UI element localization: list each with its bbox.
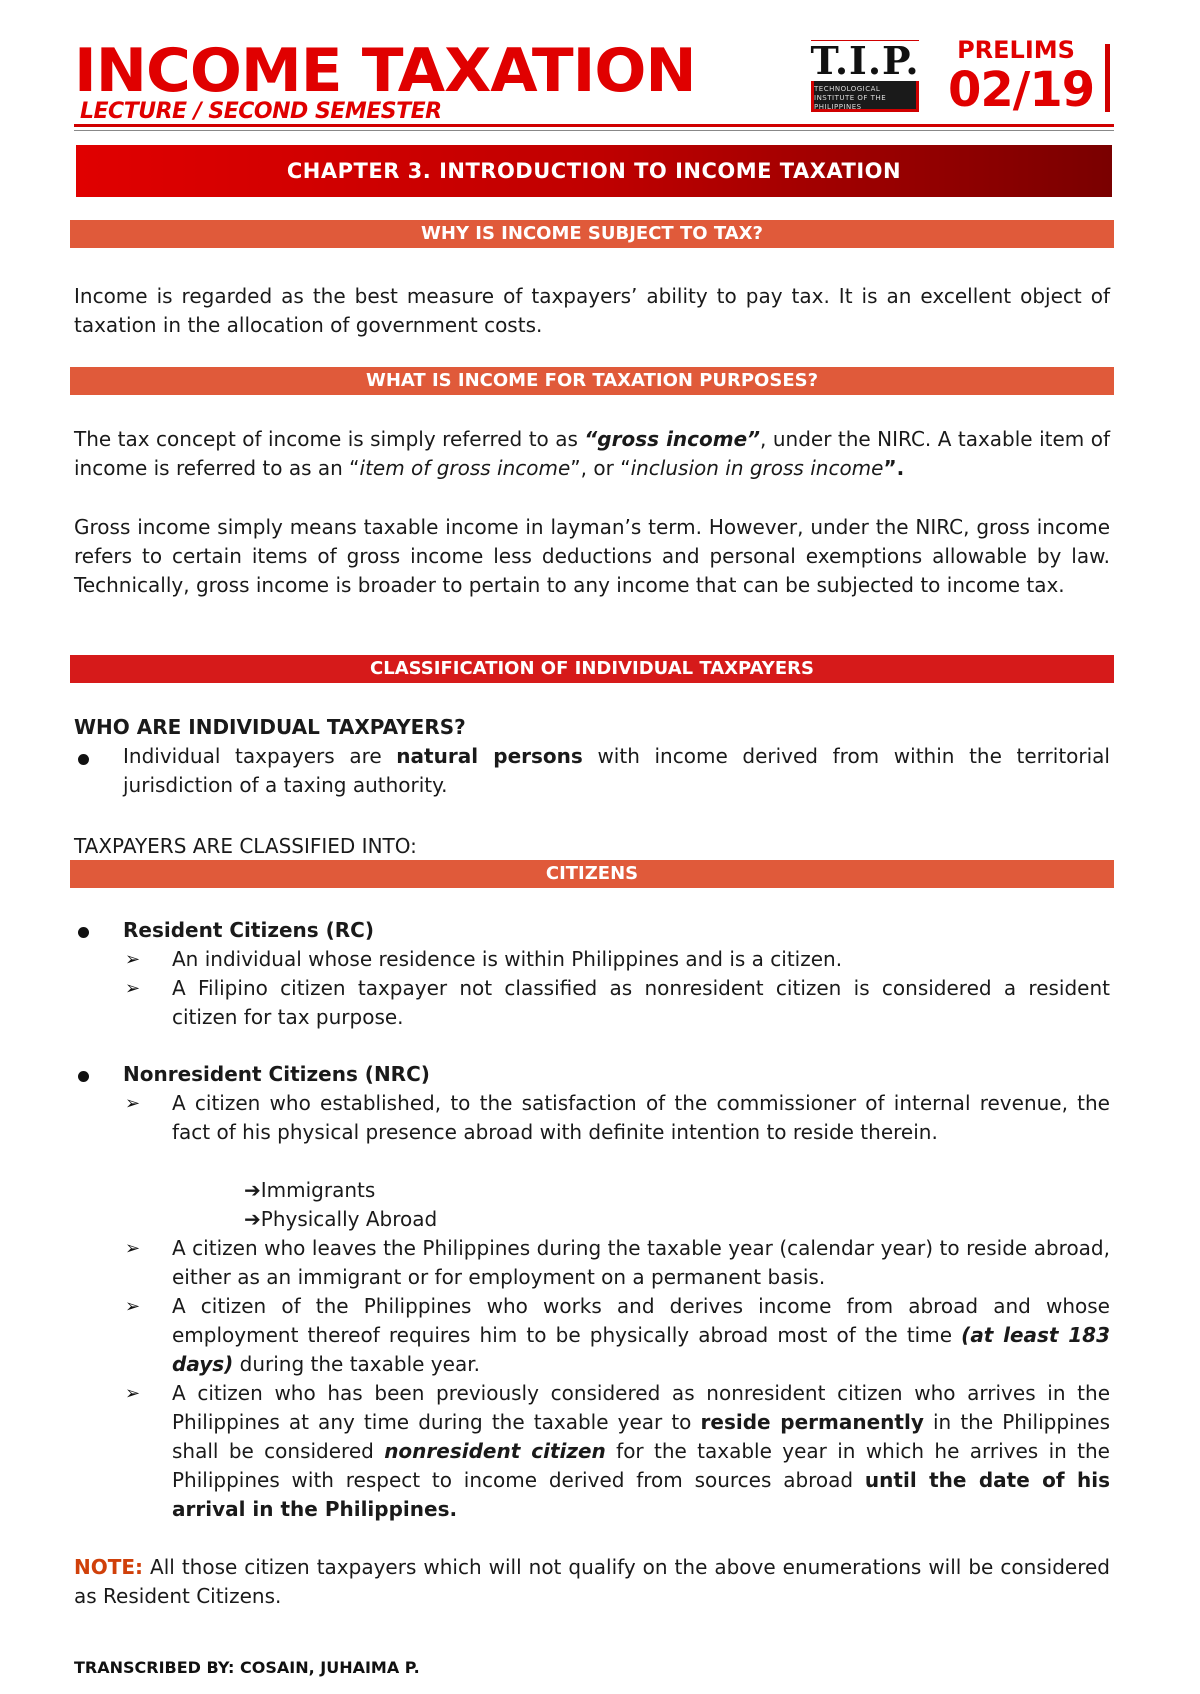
arrow-bullet-icon: ➢ — [125, 1296, 141, 1317]
nrc-item-1: A citizen who established, to the satisfaction of the commissioner of internal revenue, the fact of his physical presence abroad with definite intention to reside therein. — [172, 1091, 1110, 1144]
text-run-183-days: (at least 183 days) — [172, 1323, 1110, 1376]
arrow-bullet-icon: ➢ — [125, 1238, 141, 1259]
rc-title: Resident Citizens (RC) — [123, 918, 374, 942]
note-paragraph — [74, 1553, 1110, 1611]
text-run: ”. — [883, 456, 905, 480]
header-vertical-rule — [1105, 44, 1110, 112]
nrc-item-2: A citizen who leaves the Philippines during the taxable year (calendar year) to reside abroad, either as an immigrant or for employment on a permanent basis. — [172, 1236, 1110, 1289]
text-run: during the taxable year. — [233, 1352, 480, 1376]
text-run-natural-persons: natural persons — [396, 744, 583, 768]
document-subtitle: LECTURE / SECOND SEMESTER — [80, 99, 442, 124]
nrc-sub-physically-abroad: ➔Physically Abroad — [244, 1207, 438, 1231]
text-run: A citizen who has been previously considered as nonresident citizen who arrives in the Philippines at any time during the taxable year to — [172, 1381, 1110, 1434]
nrc-sub-immigrants: ➔Immigrants — [244, 1178, 376, 1202]
arrow-bullet-icon: ➢ — [125, 1093, 141, 1114]
text-run-until-arrival: until the date of his arrival in the Philippines. — [172, 1468, 1111, 1521]
footer-transcriber: TRANSCRIBED BY: COSAIN, JUHAIMA P. — [74, 1658, 420, 1677]
section-heading-citizens: CITIZENS — [70, 860, 1114, 888]
classified-into-label: TAXPAYERS ARE CLASSIFIED INTO: — [74, 834, 417, 858]
page-number: 02/19 — [948, 62, 1095, 118]
term-label: PRELIMS — [957, 36, 1075, 64]
rc-item-2: A Filipino citizen taxpayer not classified as nonresident citizen is considered a resident citizen for tax purpose. — [172, 976, 1110, 1029]
arrow-bullet-icon: ➢ — [125, 949, 141, 970]
chapter-banner: CHAPTER 3. INTRODUCTION TO INCOME TAXATION — [76, 145, 1112, 197]
text-run: A citizen of the Philippines who works and derives income from abroad and whose employment thereof requires him to be physically abroad most of the time — [172, 1294, 1110, 1347]
text-run-item: item of gross income — [359, 456, 571, 480]
text-run: Individual taxpayers are — [123, 744, 397, 768]
logo-text: T.I.P. — [804, 41, 925, 81]
note-text: All those citizen taxpayers which will not qualify on the above enumerations will be considered as Resident Citizens. — [74, 1555, 1110, 1608]
bullet-icon — [78, 754, 89, 765]
text-run: , under the NIRC. A taxable item of income is referred to as an “ — [74, 427, 1110, 480]
note-label: NOTE: — [74, 1555, 144, 1579]
section-heading-why: WHY IS INCOME SUBJECT TO TAX? — [70, 220, 1114, 248]
section-heading-what — [70, 367, 1114, 395]
text-run-gross-income: “gross income” — [584, 427, 761, 451]
paragraph-what-1 — [74, 425, 1110, 483]
nrc-item-3 — [172, 1292, 1110, 1379]
nrc-item-4 — [172, 1379, 1110, 1524]
section-heading-classification: CLASSIFICATION OF INDIVIDUAL TAXPAYERS — [70, 655, 1114, 683]
header-rule — [74, 124, 1114, 127]
text-run-nonresident-citizen: nonresident citizen — [384, 1439, 606, 1463]
text-run: The tax concept of income is simply referred to as — [74, 427, 585, 451]
document-title: INCOME TAXATION — [74, 36, 696, 106]
header-rule-thin — [74, 130, 1114, 131]
tip-logo — [810, 37, 920, 112]
section-heading-what-text: WHAT IS INCOME FOR TAXATION PURPOSES? — [365, 370, 819, 391]
text-run: for the taxable year in which he arrives in the Philippines with respect to income derived from sources abroad — [172, 1439, 1110, 1492]
text-run: with income derived from within the territorial jurisdiction of a taxing authority. — [123, 744, 1110, 797]
nrc-title: Nonresident Citizens (NRC) — [123, 1062, 430, 1086]
paragraph-why: Income is regarded as the best measure of taxpayers’ ability to pay tax. It is an excellent object of taxation in the allocation of government costs. — [74, 284, 1110, 337]
text-run-reside-permanently: reside permanently — [700, 1410, 924, 1434]
who-text — [123, 742, 1110, 800]
bullet-icon — [78, 927, 89, 938]
text-run: ”, or “ — [570, 456, 631, 480]
arrow-bullet-icon: ➢ — [125, 1383, 141, 1404]
text-run: in the Philippines shall be considered — [172, 1410, 1110, 1463]
text-run-inclusion: inclusion in gross income — [630, 456, 884, 480]
bullet-icon — [78, 1071, 89, 1082]
rc-item-1: An individual whose residence is within Philippines and is a citizen. — [172, 947, 843, 971]
logo-subtext: TECHNOLOGICAL INSTITUTE OF THE PHILIPPINES — [814, 84, 887, 111]
arrow-bullet-icon: ➢ — [125, 978, 141, 999]
paragraph-what-2: Gross income simply means taxable income in layman’s term. However, under the NIRC, gross income refers to certain items of gross income less deductions and personal exemptions allowable by law. Technically, gross income is broader to pertain to any income that can be subjected to income tax. — [74, 515, 1110, 597]
who-heading: WHO ARE INDIVIDUAL TAXPAYERS? — [74, 715, 466, 739]
